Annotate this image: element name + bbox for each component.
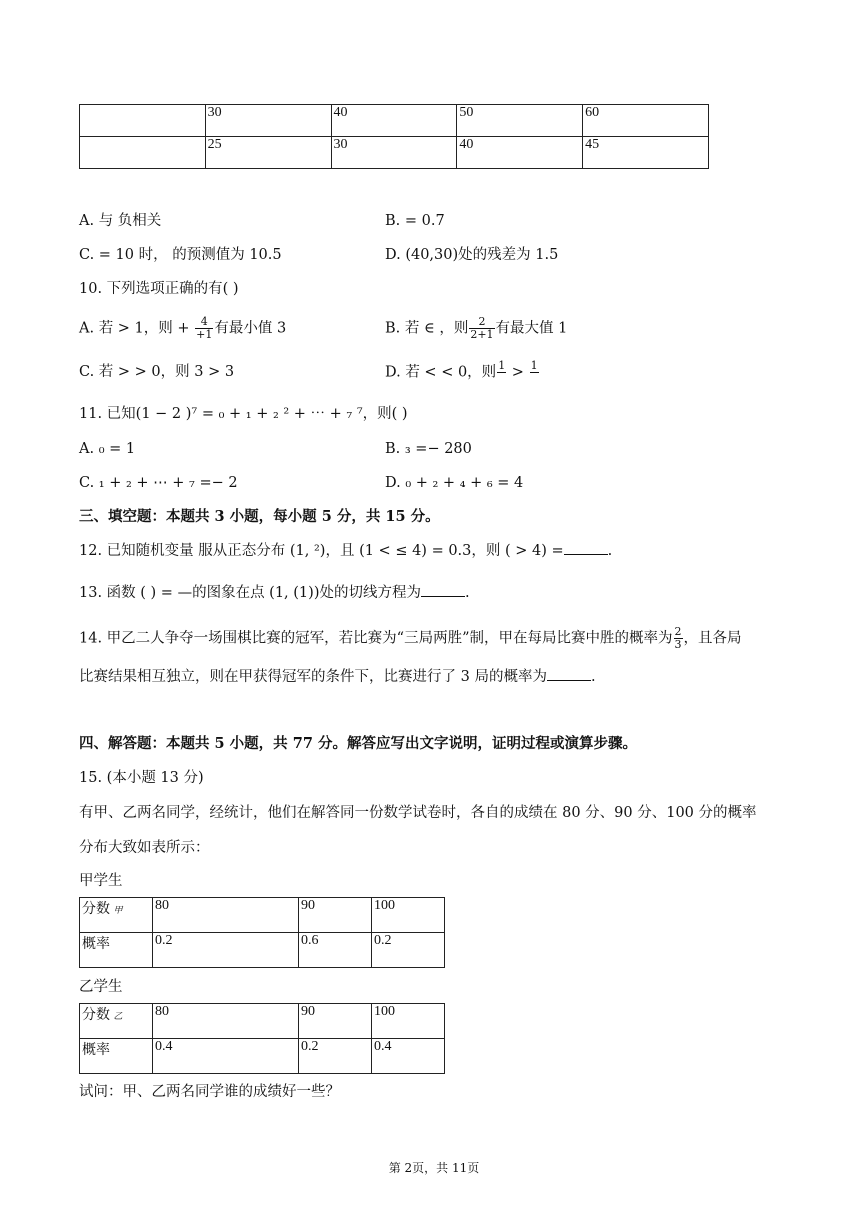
table-cell: 30 bbox=[331, 137, 457, 169]
section-heading: 四、解答题：本题共 5 小题，共 77 分。解答应写出文字说明，证明过程或演算步骤。 bbox=[79, 735, 637, 752]
table-cell: 0.6 bbox=[299, 933, 372, 968]
question-text: ，且各局 bbox=[683, 630, 742, 647]
table-cell: 0.2 bbox=[372, 933, 445, 968]
question-text: 13. 函数 ( ) = —的图象在点 (1, (1))处的切线方程为 bbox=[79, 585, 421, 601]
q10-option-d bbox=[385, 360, 540, 385]
q11-stem: 11. 已知(1 − 2 )⁷ = ₀ + ₁ + ₂ ² + ⋯ + ₇ ⁷，则( ) bbox=[79, 406, 408, 422]
q11-option-d: D. ₀ + ₂ + ₄ + ₆ = 4 bbox=[385, 475, 524, 491]
cell-text: 分数 bbox=[82, 1008, 110, 1023]
q14-line2: 比赛结果相互独立，则在甲获得冠军的条件下，比赛进行了 3 局的概率为 . bbox=[79, 666, 596, 687]
q14-line1 bbox=[79, 626, 742, 651]
table-header-cell: 90 bbox=[299, 898, 372, 933]
yi-label: 乙学生 bbox=[79, 979, 123, 995]
table-cell: 25 bbox=[205, 137, 331, 169]
table-cell: 45 bbox=[583, 137, 709, 169]
q10-option-c: C. 若 > > 0，则 3 > 3 bbox=[79, 364, 235, 380]
table-cell: 60 bbox=[583, 105, 709, 137]
q15-line1: 有甲、乙两名同学，经统计，他们在解答同一份数学试卷时，各自的成绩在 80 分、90 分、100 分的概率 bbox=[79, 805, 757, 821]
table-header-cell: 80 bbox=[153, 898, 299, 933]
page-footer: 第 2页，共 11页 bbox=[388, 1161, 480, 1175]
fraction bbox=[195, 316, 213, 341]
answer-blank bbox=[547, 666, 591, 681]
fraction bbox=[530, 360, 539, 385]
q9-option-a: A. 与 负相关 bbox=[79, 213, 162, 229]
q11-option-c: C. ₁ + ₂ + ⋯ + ₇ =− 2 bbox=[79, 475, 238, 491]
q9-option-d: D. (40,30)处的残差为 1.5 bbox=[385, 247, 559, 263]
fraction-denominator: 2+1 bbox=[470, 328, 494, 341]
answer-blank bbox=[564, 540, 608, 555]
q9-option-b: B. = 0.7 bbox=[385, 213, 445, 229]
top-data-table bbox=[79, 104, 709, 169]
fraction-numerator: 1 bbox=[530, 359, 538, 372]
option-text: D. 若 < < 0，则 bbox=[385, 364, 497, 381]
q15-question: 试问：甲、乙两名同学谁的成绩好一些？ bbox=[79, 1084, 340, 1100]
fraction bbox=[674, 626, 683, 651]
question-text: 12. 已知随机变量 服从正态分布 (1, ²)，且 (1 < ≤ 4) = 0.3，则 ( > 4) = bbox=[79, 543, 564, 559]
table-header-cell: 100 bbox=[372, 1004, 445, 1039]
table-cell: 0.4 bbox=[372, 1039, 445, 1074]
table-header-cell: 90 bbox=[299, 1004, 372, 1039]
fraction-denominator: 3 bbox=[674, 638, 682, 651]
fraction-numerator: 4 bbox=[195, 316, 213, 329]
jia-label: 甲学生 bbox=[79, 873, 123, 889]
table-cell: 40 bbox=[331, 105, 457, 137]
q9-option-c: C. = 10 时， 的预测值为 10.5 bbox=[79, 247, 282, 263]
q11-option-a: A. ₀ = 1 bbox=[79, 441, 136, 457]
q12-text: 12. 已知随机变量 服从正态分布 (1, ²)，且 (1 < ≤ 4) = 0.3，则 ( > 4) = . bbox=[79, 540, 612, 561]
table-cell: 0.4 bbox=[153, 1039, 299, 1074]
table-cell: 概率 bbox=[80, 1039, 153, 1074]
table-header-cell bbox=[80, 898, 153, 933]
table-cell: 0.2 bbox=[299, 1039, 372, 1074]
fraction-denominator bbox=[497, 373, 506, 385]
table-cell: 概率 bbox=[80, 933, 153, 968]
option-text: 有最大值 1 bbox=[495, 320, 568, 337]
q13-text: 13. 函数 ( ) = —的图象在点 (1, (1))处的切线方程为 . bbox=[79, 582, 470, 603]
option-text: A. 若 > 1，则 + bbox=[79, 320, 195, 337]
section-heading: 三、填空题：本题共 3 小题，每小题 5 分，共 15 分。 bbox=[79, 508, 440, 525]
fraction bbox=[469, 316, 494, 341]
yi-score-table bbox=[79, 1003, 445, 1074]
subscript: 甲 bbox=[113, 905, 123, 915]
fraction bbox=[497, 360, 506, 385]
subscript: 乙 bbox=[113, 1011, 123, 1021]
table-cell: 30 bbox=[205, 105, 331, 137]
q10-option-a bbox=[79, 316, 286, 341]
q15-stem: 15. (本小题 13 分) bbox=[79, 770, 204, 786]
question-text: 14. 甲乙二人争夺一场围棋比赛的冠军，若比赛为“三局两胜”制，甲在每局比赛中胜的概率为 bbox=[79, 630, 673, 647]
table-header-cell bbox=[80, 1004, 153, 1039]
table-header-cell: 100 bbox=[372, 898, 445, 933]
fraction-numerator: 2 bbox=[469, 316, 494, 329]
table-cell bbox=[80, 105, 206, 137]
q15-line2: 分布大致如表所示： bbox=[79, 840, 210, 856]
jia-score-table bbox=[79, 897, 445, 968]
table-cell bbox=[80, 137, 206, 169]
fraction-denominator bbox=[530, 373, 539, 385]
option-text: 有最小值 3 bbox=[214, 320, 287, 337]
fraction-numerator: 2 bbox=[674, 625, 682, 638]
question-text: 比赛结果相互独立，则在甲获得冠军的条件下，比赛进行了 3 局的概率为 bbox=[79, 669, 547, 685]
table-header-cell: 80 bbox=[153, 1004, 299, 1039]
fraction-numerator: 1 bbox=[498, 359, 506, 372]
fraction-denominator: +1 bbox=[196, 328, 213, 341]
q10-stem: 10. 下列选项正确的有( ) bbox=[79, 281, 239, 297]
table-cell: 50 bbox=[457, 105, 583, 137]
table-cell: 0.2 bbox=[153, 933, 299, 968]
answer-blank bbox=[421, 582, 465, 597]
option-text: B. 若 ∈ ，则 bbox=[385, 320, 469, 337]
q10-option-b bbox=[385, 316, 567, 341]
table-cell: 40 bbox=[457, 137, 583, 169]
option-text: > bbox=[507, 364, 529, 381]
cell-text: 分数 bbox=[82, 902, 110, 917]
q11-option-b: B. ₃ =− 280 bbox=[385, 441, 472, 457]
